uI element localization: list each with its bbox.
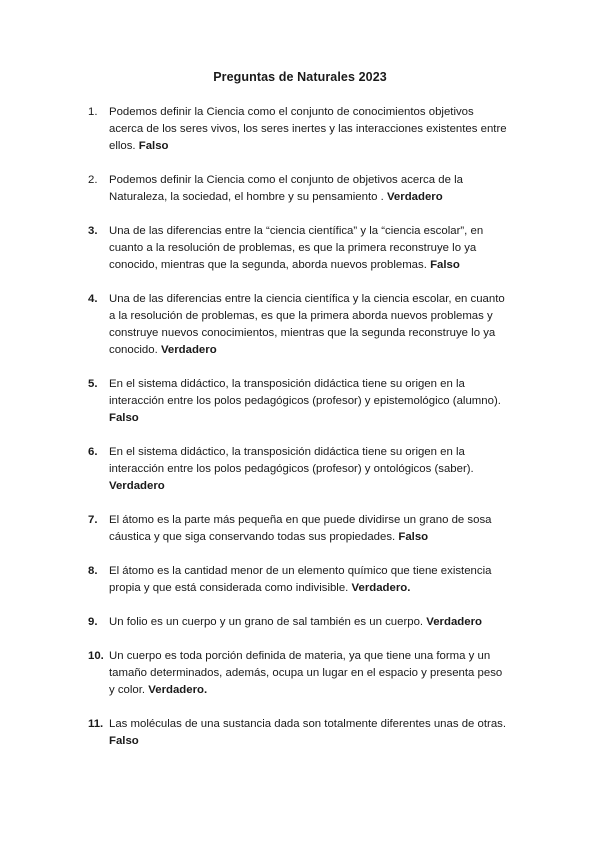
question-body (109, 563, 509, 597)
question-answer: Falso (138, 140, 169, 152)
question-number: 8. (88, 565, 98, 577)
question-answer: Verdadero. (148, 684, 208, 696)
question-body (109, 614, 509, 631)
question-item-8 (0, 563, 600, 597)
question-body (109, 444, 509, 495)
question-item-5 (0, 376, 600, 427)
question-body (109, 291, 509, 359)
question-item-11 (0, 716, 600, 750)
question-item-10 (0, 648, 600, 699)
question-number: 6. (88, 446, 98, 458)
question-text: Una de las diferencias entre la ciencia científica y la ciencia escolar, en cuanto a la resolución de problemas, es que la primera aborda nuevos problemas y construye nuevos conocimientos, mientras que la segunda reconstruye lo ya conocido. (109, 293, 505, 356)
question-text: Podemos definir la Ciencia como el conjunto de objetivos acerca de la Naturaleza, la sociedad, el hombre y su pensamiento . (109, 174, 463, 203)
page-title: Preguntas de Naturales 2023 (213, 70, 387, 84)
question-item-7 (0, 512, 600, 546)
question-answer: Verdadero (386, 191, 443, 203)
question-answer: Verdadero. (351, 582, 411, 594)
question-text: El átomo es la cantidad menor de un elemento químico que tiene existencia propia y que está considerada como indivisible. (109, 565, 492, 594)
question-body (109, 512, 509, 546)
question-answer: Verdadero (160, 344, 217, 356)
question-answer: Falso (109, 412, 139, 424)
question-number: 1. (88, 106, 98, 118)
question-body (109, 648, 509, 699)
question-number: 7. (88, 514, 98, 526)
question-text: En el sistema didáctico, la transposición didáctica tiene su origen en la interacción entre los polos pedagógicos (profesor) y epistemológico (alumno). (109, 378, 501, 407)
question-number: 9. (88, 616, 98, 628)
question-text: Una de las diferencias entre la “ciencia científica” y la “ciencia escolar”, en cuanto a la resolución de problemas, es que la primera reconstruye lo ya conocido, mientras que la segunda, aborda nuevos problemas. (109, 225, 484, 271)
question-text: Un folio es un cuerpo y un grano de sal también es un cuerpo. (109, 616, 424, 628)
question-item-9 (0, 614, 600, 631)
question-body (109, 172, 509, 206)
question-text: Podemos definir la Ciencia como el conjunto de conocimientos objetivos acerca de los seres vivos, los seres inertes y las interacciones existentes entre ellos. (109, 106, 507, 152)
question-list (0, 104, 600, 767)
question-answer: Verdadero (426, 616, 482, 628)
question-item-3 (0, 223, 600, 274)
question-item-6 (0, 444, 600, 495)
question-answer: Falso (109, 735, 139, 747)
question-number: 4. (88, 293, 98, 305)
question-answer: Falso (398, 531, 429, 543)
question-item-1 (0, 104, 600, 155)
question-answer: Verdadero (109, 480, 165, 492)
question-text: En el sistema didáctico, la transposición didáctica tiene su origen en la interacción entre los polos pedagógicos (profesor) y ontológicos (saber). (109, 446, 474, 475)
question-body (109, 376, 509, 427)
question-answer: Falso (430, 259, 460, 271)
question-text: Las moléculas de una sustancia dada son totalmente diferentes unas de otras. (109, 718, 507, 730)
question-body (109, 223, 509, 274)
question-text: Un cuerpo es toda porción definida de materia, ya que tiene una forma y un tamaño determinados, además, ocupa un lugar en el espacio y presenta peso y color. (109, 650, 503, 696)
question-body (109, 716, 509, 750)
question-number: 3. (88, 225, 98, 237)
question-body (109, 104, 509, 155)
question-item-2 (0, 172, 600, 206)
question-number: 2. (88, 174, 98, 186)
question-text: El átomo es la parte más pequeña en que puede dividirse un grano de sosa cáustica y que siga conservando todas sus propiedades. (109, 514, 492, 543)
question-item-4 (0, 291, 600, 359)
question-number: 5. (88, 378, 98, 390)
question-number: 11. (88, 718, 104, 730)
question-number: 10. (88, 650, 104, 662)
